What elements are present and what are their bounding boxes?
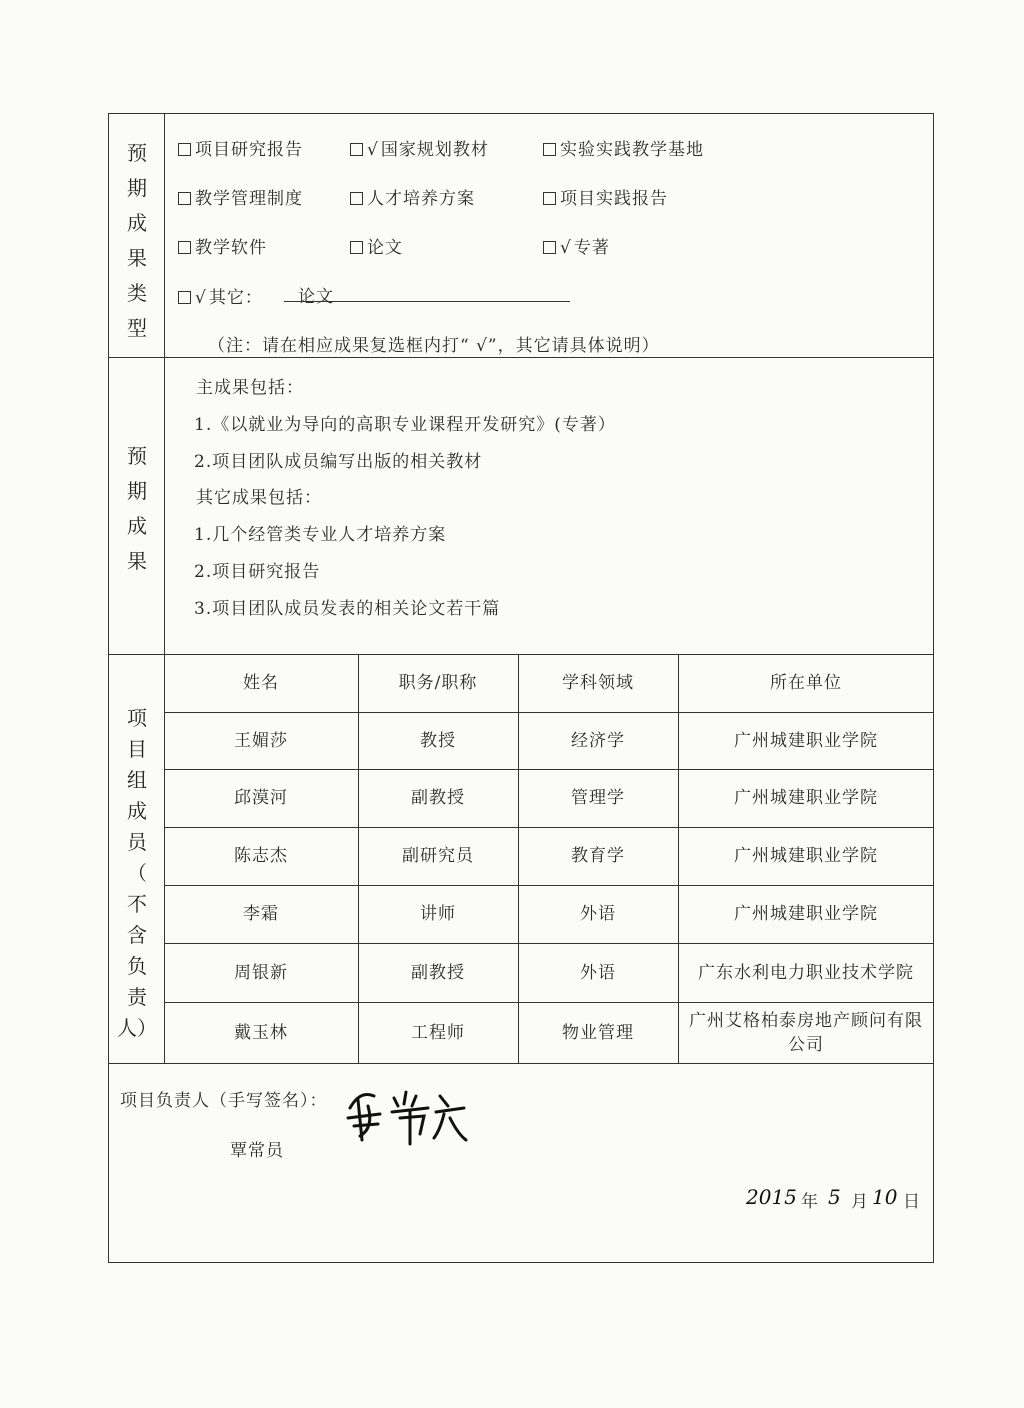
table-cell: 教授 — [420, 730, 456, 751]
option-label: 项目研究报告 — [195, 140, 303, 160]
other-value[interactable]: 论文 — [298, 287, 334, 307]
other-underline — [284, 301, 570, 302]
date-year: 2015 — [746, 1185, 797, 1209]
checkbox[interactable] — [178, 241, 191, 254]
table-header-cell: 所在单位 — [770, 673, 842, 693]
checkbox[interactable] — [350, 143, 363, 156]
checkbox[interactable] — [178, 192, 191, 205]
table-cell: 外语 — [580, 962, 616, 983]
table-cell: 教育学 — [571, 846, 625, 866]
result-line: 主成果包括： — [196, 378, 304, 398]
team-members-label: 项 目 组 成 员 （ 不 含 负 责 人） — [117, 706, 157, 1040]
table-cell: 陈志杰 — [234, 846, 288, 866]
table-cell: 王媚莎 — [234, 730, 288, 751]
option-item[interactable] — [543, 135, 704, 160]
handwritten-signature — [340, 1078, 470, 1148]
check-mark: √ — [560, 238, 572, 258]
date-month-char: 月 — [851, 1192, 869, 1212]
option-item[interactable] — [178, 184, 303, 209]
option-label: 人才培养方案 — [367, 189, 475, 209]
result-line: 1.《以就业为导向的高职专业课程开发研究》(专著） — [194, 414, 616, 435]
option-item[interactable] — [350, 184, 475, 209]
table-cell: 工程师 — [411, 1022, 465, 1043]
table-cell: 副教授 — [411, 962, 465, 983]
checkbox[interactable] — [543, 241, 556, 254]
leader-name: 覃常员 — [230, 1141, 284, 1161]
table-cell: 副教授 — [411, 788, 465, 808]
table-cell: 广州城建职业学院 — [734, 730, 878, 751]
checkbox[interactable] — [543, 192, 556, 205]
table-cell: 广州艾格柏泰房地产顾问有限公司 — [689, 1010, 923, 1055]
checkbox[interactable] — [350, 241, 363, 254]
option-label: 国家规划教材 — [380, 140, 489, 160]
option-label: 专著 — [573, 238, 610, 258]
option-item[interactable] — [178, 135, 303, 160]
table-cell: 管理学 — [571, 788, 625, 808]
date-day: 10 — [872, 1185, 898, 1209]
table-cell: 物业管理 — [562, 1022, 634, 1043]
table-cell: 广州城建职业学院 — [734, 788, 878, 808]
form-note: （注：请在相应成果复选框内打“ √”，其它请具体说明） — [208, 336, 660, 356]
table-column-divider — [358, 654, 359, 1063]
table-cell: 讲师 — [420, 904, 456, 924]
option-item[interactable] — [350, 135, 489, 160]
check-mark: √ — [195, 288, 207, 308]
result-line: 其它成果包括： — [196, 488, 322, 509]
table-cell: 副研究员 — [402, 846, 474, 866]
table-cell: 经济学 — [571, 730, 625, 751]
table-header-cell: 学科领域 — [562, 673, 634, 693]
table-column-divider — [678, 654, 679, 1063]
checkbox[interactable] — [178, 291, 191, 304]
option-item[interactable] — [543, 233, 610, 258]
result-line: 3.项目团队成员发表的相关论文若干篇 — [194, 598, 501, 619]
option-label: 项目实践报告 — [560, 189, 668, 209]
expected-result-type-label: 预 期 成 果 类 型 — [127, 141, 147, 340]
checkbox[interactable] — [178, 143, 191, 156]
option-label: 教学软件 — [195, 238, 267, 258]
result-line: 2.项目研究报告 — [194, 562, 321, 582]
table-column-divider — [518, 654, 519, 1063]
table-cell: 外语 — [580, 904, 616, 924]
table-cell: 广州城建职业学院 — [734, 846, 878, 866]
divider — [108, 357, 934, 358]
date-month: 5 — [828, 1185, 841, 1209]
divider — [108, 1063, 934, 1064]
table-cell: 广东水利电力职业技术学院 — [698, 962, 914, 983]
result-line: 1.几个经管类专业人才培养方案 — [194, 525, 447, 546]
option-label: 教学管理制度 — [195, 189, 303, 209]
table-header-cell: 职务/职称 — [398, 673, 478, 693]
option-item[interactable] — [350, 233, 403, 258]
checkbox[interactable] — [543, 143, 556, 156]
date-year-char: 年 — [801, 1192, 819, 1212]
option-item[interactable] — [178, 233, 267, 258]
date-day-char: 日 — [903, 1192, 921, 1212]
checkbox[interactable] — [350, 192, 363, 205]
table-cell: 广州城建职业学院 — [734, 904, 878, 924]
signature-label: 项目负责人（手写签名）： — [120, 1091, 328, 1111]
option-other[interactable]: √ 其它： — [178, 283, 263, 308]
option-label: 实验实践教学基地 — [560, 140, 704, 160]
table-cell: 周银新 — [234, 962, 288, 983]
table-cell: 邱漠河 — [234, 788, 288, 808]
table-header-cell: 姓名 — [243, 673, 279, 693]
option-label: 论文 — [367, 238, 403, 258]
check-mark: √ — [367, 140, 379, 160]
table-cell: 李霜 — [243, 904, 279, 924]
table-cell: 戴玉林 — [234, 1022, 288, 1043]
option-item[interactable] — [543, 184, 668, 209]
expected-results-label: 预 期 成 果 — [127, 444, 147, 573]
result-line: 2.项目团队成员编写出版的相关教材 — [194, 451, 483, 472]
